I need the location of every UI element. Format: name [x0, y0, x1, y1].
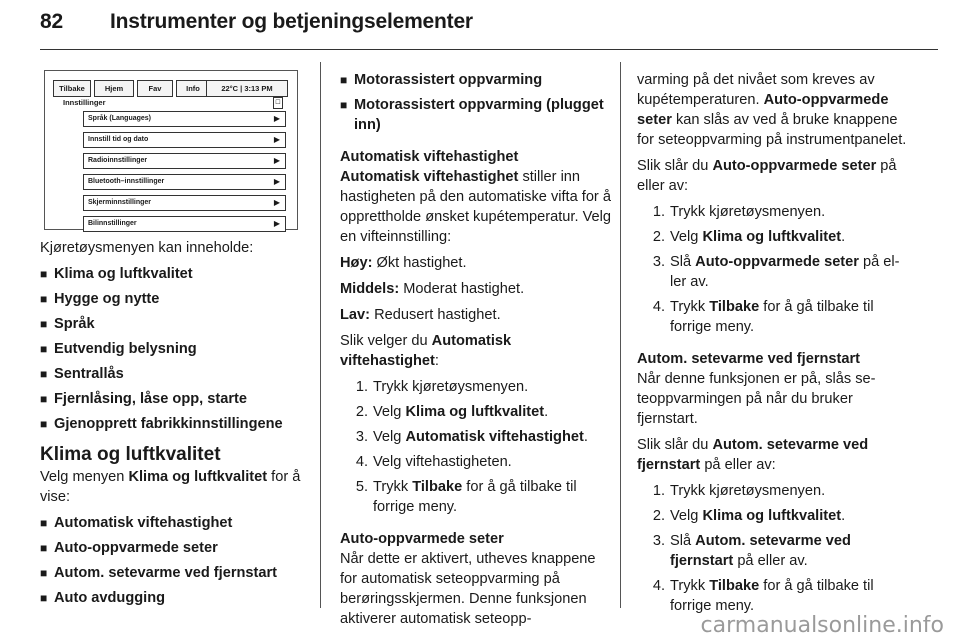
- paragraph: Slik slår du Auto-oppvarmede seter på eller av:: [637, 158, 897, 194]
- subheading: Automatisk viftehastighet: [340, 149, 519, 165]
- page-header: [40, 10, 473, 34]
- step-item: 3. Slå Auto-oppvarmede seter på eller av.: [652, 254, 900, 290]
- list-item: ■ Gjenopprett fabrikkinnstillingene: [40, 414, 308, 434]
- list-item: ■ Klima og luftkvalitet: [40, 264, 308, 284]
- screen-menu: [83, 111, 286, 237]
- list-item: ■ Auto-oppvarmede seter: [40, 538, 308, 558]
- screen-tabs: [53, 80, 213, 97]
- screen-tab-home: Hjem: [94, 80, 134, 97]
- phone-icon: ☐: [273, 97, 283, 109]
- section-title: Klima og luftkvalitet: [40, 444, 221, 465]
- chevron-right-icon: ▶: [273, 114, 280, 123]
- step-item: 1. Trykk kjøretøysmenyen.: [652, 204, 826, 220]
- step-item: 4. Trykk Tilbake for å gå tilbake til forrige meny.: [652, 578, 874, 614]
- paragraph: Høy: Økt hastighet.: [340, 255, 467, 271]
- step-item: 2. Velg Klima og luftkvalitet.: [652, 508, 846, 524]
- list-item: ■ Hygge og nytte: [40, 289, 308, 309]
- intro-text: Kjøretøysmenyen kan inneholde:: [40, 240, 254, 256]
- chevron-right-icon: ▶: [273, 198, 280, 207]
- step-item: 2. Velg Klima og luftkvalitet.: [652, 229, 846, 245]
- chevron-right-icon: ▶: [273, 156, 280, 165]
- header-rule: [40, 49, 938, 50]
- column-2: [340, 70, 612, 635]
- list-item: ■ Autom. setevarme ved fjernstart: [40, 563, 308, 583]
- step-item: 2. Velg Klima og luftkvalitet.: [355, 404, 549, 420]
- screen-heading: Innstillinger: [63, 98, 106, 107]
- list-item: ■ Automatisk viftehastighet: [40, 513, 308, 533]
- chevron-right-icon: ▶: [273, 135, 280, 144]
- screen-menu-item: Bluetooth–innstillinger ▶: [83, 174, 286, 190]
- list-item: ■ Språk: [40, 314, 308, 334]
- step-item: 1. Trykk kjøretøysmenyen.: [355, 379, 529, 395]
- subheading: Auto-oppvarmede seter: [340, 531, 504, 547]
- list-item: ■ Motorassistert oppvarming (plugget inn): [340, 95, 612, 135]
- chevron-right-icon: ▶: [273, 177, 280, 186]
- step-item: 1. Trykk kjøretøysmenyen.: [652, 483, 826, 499]
- screen-menu-item: Språk (Languages) ▶: [83, 111, 286, 127]
- watermark: carmanualsonline.info: [700, 613, 944, 638]
- screen-status: 22°C | 3:13 PM: [206, 80, 288, 97]
- list-item: ■ Sentrallås: [40, 364, 308, 384]
- paragraph: Slik slår du Autom. setevarme ved fjernstart på eller av:: [637, 437, 869, 473]
- step-item: 4. Velg viftehastigheten.: [355, 454, 512, 470]
- paragraph: Når denne funksjonen er på, slås seteoppvarmingen på når du bruker fjernstart.: [637, 371, 876, 427]
- column-divider: [620, 62, 621, 608]
- list-item: ■ Fjernlåsing, låse opp, starte: [40, 389, 308, 409]
- list-item: ■ Auto avdugging: [40, 588, 308, 608]
- paragraph: Slik velger du Automatisk viftehastighet:: [340, 333, 512, 369]
- screen-tab-info: Info: [176, 80, 210, 97]
- step-item: 4. Trykk Tilbake for å gå tilbake til forrige meny.: [652, 299, 874, 335]
- page-number: 82: [40, 10, 63, 33]
- step-item: 3. Velg Automatisk viftehastighet.: [355, 429, 588, 445]
- page-title: Instrumenter og betjeningselementer: [110, 10, 473, 33]
- paragraph: Lav: Redusert hastighet.: [340, 307, 501, 323]
- subheading: Autom. setevarme ved fjernstart: [637, 351, 861, 367]
- column-3: [637, 70, 907, 621]
- screen-menu-item: Bilinnstillinger ▶: [83, 216, 286, 232]
- step-item: 5. Trykk Tilbake for å gå tilbake til forrige meny.: [355, 479, 577, 515]
- list-item: ■ Eutvendig belysning: [40, 339, 308, 359]
- screen-menu-item: Innstill tid og dato ▶: [83, 132, 286, 148]
- screen-menu-item: Skjerminnstillinger ▶: [83, 195, 286, 211]
- section-text: Velg menyen Klima og luftkvalitet for å vise:: [40, 469, 301, 505]
- paragraph: varming på det nivået som kreves av kupétemperaturen. Auto-oppvarmede seter kan slås av ved å bruke knappene for seteoppvarming på instrumentpanelet.: [637, 72, 907, 148]
- paragraph: Middels: Moderat hastighet.: [340, 281, 525, 297]
- settings-screen-illustration: [44, 70, 298, 230]
- screen-menu-item: Radioinnstillinger ▶: [83, 153, 286, 169]
- list-item: ■ Motorassistert oppvarming: [340, 70, 612, 90]
- chevron-right-icon: ▶: [273, 219, 280, 228]
- paragraph: Når dette er aktivert, utheves knappene for automatisk seteoppvarming på berøringsskjermen. Denne funksjonen aktiverer automatisk seteopp-: [340, 551, 596, 627]
- paragraph: Automatisk viftehastighet stiller inn hastigheten på den automatiske vifta for å opprettholde ønsket kupétemperatur. Velg en vifteinnstilling:: [340, 169, 611, 245]
- column-1: [40, 238, 308, 613]
- column-divider: [320, 62, 321, 608]
- step-item: 3. Slå Autom. setevarme ved fjernstart på eller av.: [652, 533, 851, 569]
- screen-tab-back: Tilbake: [53, 80, 91, 97]
- screen-tab-fav: Fav: [137, 80, 173, 97]
